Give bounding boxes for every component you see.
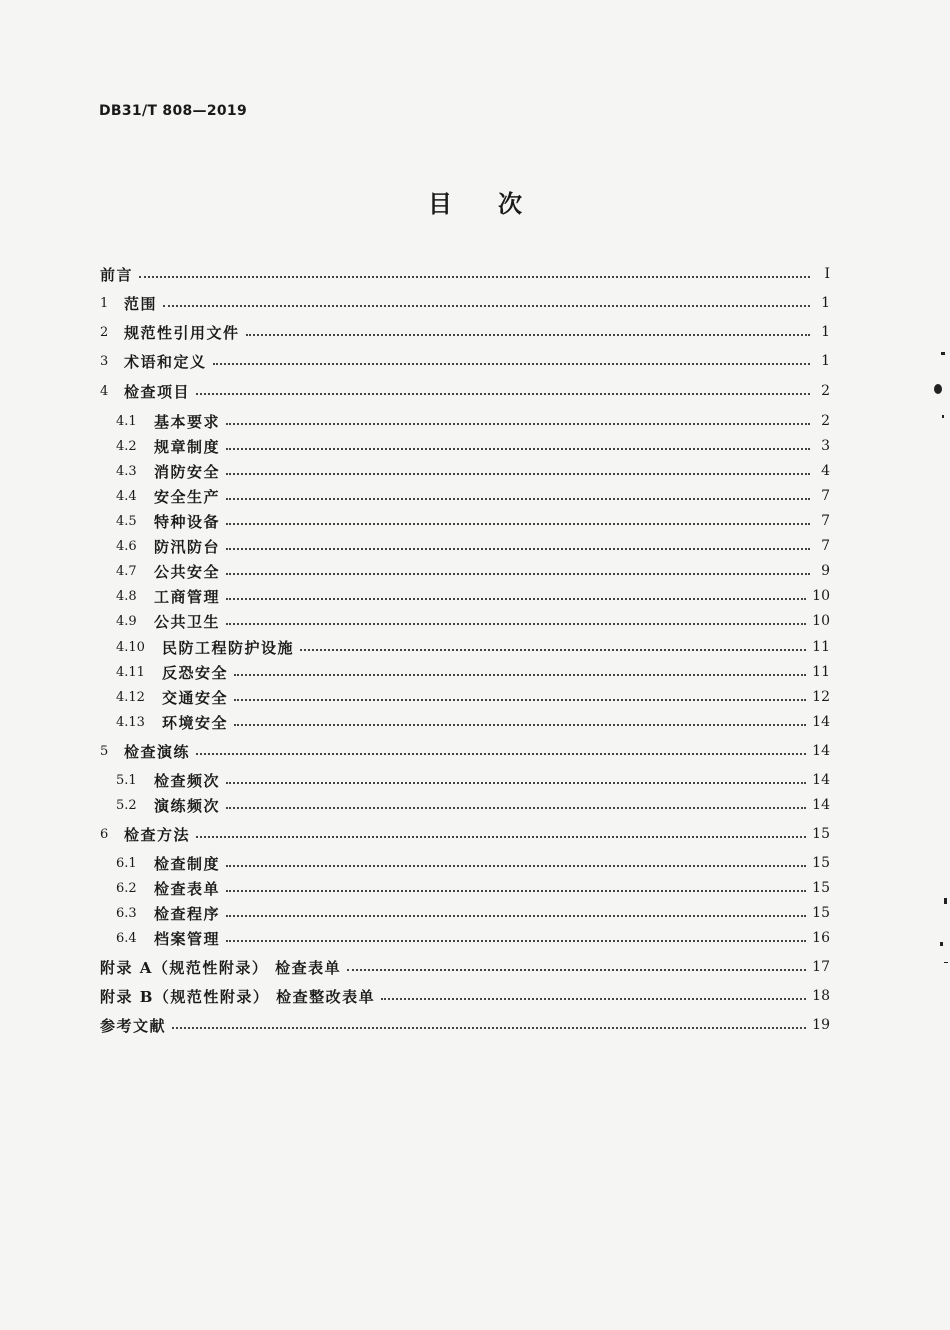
- dot-leader: [226, 915, 806, 917]
- scan-speck: [944, 898, 947, 904]
- scan-speck: [940, 942, 943, 946]
- scan-speck: [934, 384, 942, 394]
- toc-entry-number: 2: [100, 324, 109, 340]
- toc-entry-page: I: [824, 266, 830, 282]
- toc-entry[interactable]: [116, 902, 830, 924]
- toc-entry[interactable]: [100, 956, 830, 978]
- toc-entry-number: 3: [100, 353, 109, 369]
- toc-entry-number: 4.8: [116, 588, 137, 604]
- toc-entry-title: 交通安全: [162, 688, 229, 707]
- dot-leader: [172, 1027, 806, 1029]
- toc-entry-number: 6.1: [116, 855, 137, 871]
- dot-leader: [226, 548, 810, 550]
- toc-entry-page: 11: [812, 639, 830, 655]
- toc-entry-page: 7: [821, 538, 830, 554]
- dot-leader: [246, 334, 810, 336]
- toc-entry-title: 公共安全: [154, 562, 221, 581]
- toc-entry[interactable]: [116, 877, 830, 899]
- page-title: 目次: [428, 189, 568, 218]
- dot-leader: [226, 448, 810, 450]
- toc-entry[interactable]: [116, 585, 830, 607]
- toc-entry-page: 14: [812, 714, 830, 730]
- toc-entry[interactable]: [116, 794, 830, 816]
- dot-leader: [226, 423, 810, 425]
- toc-entry[interactable]: [100, 985, 830, 1007]
- toc-entry-title: 基本要求: [154, 412, 221, 431]
- toc-entry-number: 5.1: [116, 772, 137, 788]
- toc-entry-title: 规范性引用文件: [124, 323, 240, 342]
- toc-entry-page: 17: [812, 959, 830, 975]
- dot-leader: [139, 276, 810, 278]
- toc-entry-page: 1: [821, 295, 830, 311]
- toc-entry-page: 10: [812, 588, 830, 604]
- toc-entry-number: 4.6: [116, 538, 137, 554]
- toc-entry-number: 6: [100, 826, 109, 842]
- toc-entry-number: 6.4: [116, 930, 137, 946]
- toc-entry-page: 1: [821, 324, 830, 340]
- toc-entry-title: 检查制度: [154, 854, 221, 873]
- toc-entry-number: 4.3: [116, 463, 137, 479]
- dot-leader: [300, 649, 806, 651]
- toc-entry[interactable]: [116, 560, 830, 582]
- dot-leader: [226, 598, 806, 600]
- toc-entry-page: 18: [812, 988, 830, 1004]
- toc-entry-number: 4.9: [116, 613, 137, 629]
- toc-entry-page: 15: [812, 880, 830, 896]
- toc-entry-title: 档案管理: [154, 929, 221, 948]
- toc-entry-number: 4.1: [116, 413, 137, 429]
- toc-entry-page: 15: [812, 855, 830, 871]
- dot-leader: [234, 724, 806, 726]
- toc-entry-title: 民防工程防护设施: [162, 638, 295, 657]
- dot-leader: [163, 305, 810, 307]
- toc-entry-number: 4.2: [116, 438, 137, 454]
- toc-entry-page: 14: [812, 797, 830, 813]
- toc-entry-page: 2: [821, 383, 830, 399]
- toc-entry-title: 前言: [100, 265, 134, 284]
- toc-entry-number: 5: [100, 743, 109, 759]
- toc-entry-title: 检查频次: [154, 771, 221, 790]
- toc-entry-page: 7: [821, 513, 830, 529]
- dot-leader: [196, 753, 806, 755]
- dot-leader: [226, 623, 806, 625]
- toc-entry-number: 5.2: [116, 797, 137, 813]
- dot-leader: [226, 807, 806, 809]
- standard-code: DB31/T 808—2019: [99, 103, 247, 119]
- toc-entry[interactable]: [100, 263, 830, 285]
- toc-entry[interactable]: [116, 410, 830, 432]
- dot-leader: [234, 674, 806, 676]
- dot-leader: [226, 782, 806, 784]
- toc-entry-number: 4.11: [116, 664, 145, 680]
- dot-leader: [226, 498, 810, 500]
- toc-entry[interactable]: [116, 711, 830, 733]
- toc-entry[interactable]: [100, 1014, 830, 1036]
- toc-entry-number: 4.12: [116, 689, 145, 705]
- toc-entry-page: 14: [812, 743, 830, 759]
- scan-speck: [944, 962, 948, 963]
- dot-leader: [213, 363, 810, 365]
- dot-leader: [381, 998, 806, 1000]
- toc-entry-title: 消防安全: [154, 462, 221, 481]
- toc-entry[interactable]: [100, 350, 830, 372]
- toc-entry[interactable]: [100, 380, 830, 402]
- toc-entry-page: 15: [812, 826, 830, 842]
- toc-entry-page: 16: [812, 930, 830, 946]
- toc-entry-title: 防汛防台: [154, 537, 221, 556]
- toc-entry-title: 公共卫生: [154, 612, 221, 631]
- toc-entry-page: 14: [812, 772, 830, 788]
- toc-entry-page: 12: [812, 689, 830, 705]
- toc-entry-number: 4.13: [116, 714, 145, 730]
- dot-leader: [226, 573, 810, 575]
- toc-entry-number: 4.7: [116, 563, 137, 579]
- toc-entry-page: 9: [821, 563, 830, 579]
- dot-leader: [226, 890, 806, 892]
- toc-entry-number: 4.5: [116, 513, 137, 529]
- toc-entry[interactable]: [100, 321, 830, 343]
- toc-entry-title: 检查项目: [124, 382, 191, 401]
- toc-entry-number: 6.2: [116, 880, 137, 896]
- toc-entry-number: 1: [100, 295, 109, 311]
- toc-entry-title: 检查程序: [154, 904, 221, 923]
- dot-leader: [196, 836, 806, 838]
- toc-entry-title: 规章制度: [154, 437, 221, 456]
- dot-leader: [347, 969, 806, 971]
- dot-leader: [226, 523, 810, 525]
- toc-entry[interactable]: [116, 852, 830, 874]
- toc-entry-number: 4.4: [116, 488, 137, 504]
- toc-entry[interactable]: [116, 435, 830, 457]
- toc-entry-page: 4: [821, 463, 830, 479]
- toc-entry[interactable]: [116, 460, 830, 482]
- toc-entry[interactable]: [116, 610, 830, 632]
- toc-entry-page: 19: [812, 1017, 830, 1033]
- toc-entry-title: 附录 B（规范性附录） 检查整改表单: [100, 987, 376, 1006]
- dot-leader: [234, 699, 806, 701]
- toc-entry-page: 2: [821, 413, 830, 429]
- toc-entry-page: 3: [821, 438, 830, 454]
- toc-entry[interactable]: [116, 636, 830, 658]
- toc-entry-title: 参考文献: [100, 1016, 167, 1035]
- toc-entry-number: 4.10: [116, 639, 145, 655]
- toc-entry[interactable]: [116, 927, 830, 949]
- toc-entry-title: 检查方法: [124, 825, 191, 844]
- toc-entry-title: 演练频次: [154, 796, 221, 815]
- toc-entry-page: 7: [821, 488, 830, 504]
- toc-entry-title: 范围: [124, 294, 158, 313]
- dot-leader: [196, 393, 810, 395]
- toc-entry[interactable]: [100, 292, 830, 314]
- toc-entry-title: 特种设备: [154, 512, 221, 531]
- toc-entry[interactable]: [116, 510, 830, 532]
- dot-leader: [226, 940, 806, 942]
- toc-entry-page: 1: [821, 353, 830, 369]
- toc-entry-title: 安全生产: [154, 487, 221, 506]
- toc-entry-title: 附录 A（规范性附录） 检查表单: [100, 958, 342, 977]
- toc-entry-page: 10: [812, 613, 830, 629]
- toc-entry[interactable]: [100, 823, 830, 845]
- toc-entry-title: 术语和定义: [124, 352, 207, 371]
- dot-leader: [226, 473, 810, 475]
- toc-entry-title: 反恐安全: [162, 663, 229, 682]
- toc-entry[interactable]: [116, 485, 830, 507]
- scan-speck: [942, 415, 944, 418]
- toc-entry[interactable]: [116, 686, 830, 708]
- toc-entry-number: 4: [100, 383, 109, 399]
- toc-entry-number: 6.3: [116, 905, 137, 921]
- scan-speck: [941, 352, 945, 355]
- toc-entry-title: 检查演练: [124, 742, 191, 761]
- dot-leader: [226, 865, 806, 867]
- toc-entry[interactable]: [116, 769, 830, 791]
- toc-entry[interactable]: [116, 535, 830, 557]
- toc-entry[interactable]: [116, 661, 830, 683]
- toc-entry-title: 环境安全: [162, 713, 229, 732]
- toc-entry-title: 检查表单: [154, 879, 221, 898]
- toc-entry-page: 11: [812, 664, 830, 680]
- toc-entry-title: 工商管理: [154, 587, 221, 606]
- toc-entry-page: 15: [812, 905, 830, 921]
- toc-entry[interactable]: [100, 740, 830, 762]
